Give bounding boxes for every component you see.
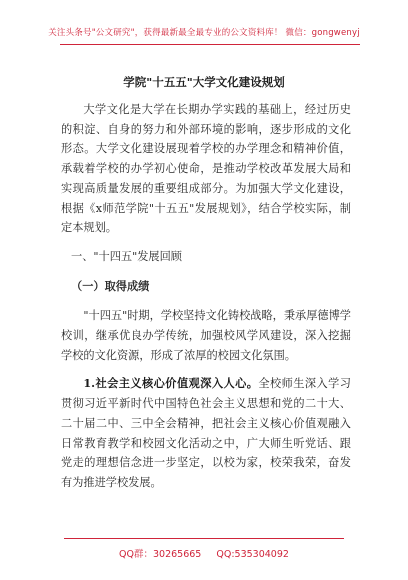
achievement-paragraph: "十四五"时期，学校坚持文化铸校战略，秉承厚德博学校训，继承优良办学传统，加强校风学风建设，深入挖掘学校的文化资源，形成了浓厚的校园文化氛围。 [61,309,351,362]
header-divider [60,44,360,45]
footer-divider [64,538,344,539]
point-lead: 1.社会主义核心价值观深入人心。 [83,376,259,391]
header-notice: 关注头条号"公文研究"，获得最新最全最专业的公文资料库！ 微信：gongwenyj [48,28,360,38]
point-text: 全校师生深入学习贯彻习近平新时代中国特色社会主义思想和党的二十大、二十届二中、三中全会精神，把社会主义核心价值观融入日常教育教学和校园文化活动之中，广大师生听党话、跟党走的理想信念进一步坚定，以校为家，校荣我荣，奋发有为推进学校发展。 [61,377,351,489]
point-paragraph [61,374,351,492]
subsection-heading: （一）取得成绩 [71,278,150,293]
intro-paragraph: 大学文化是大学在长期办学实践的基础上，经过历史的积淀、自身的努力和外部环境的影响，逐步形成的文化形态。大学文化建设展现着学校的办学理念和精神价值，承载着学校的办学初心使命，是推动学校改革发展大局和实现高质量发展的重要组成部分。为加强大学文化建设，根据《x师范学院"十五五"发展规划》，结合学校实际，制定本规划。 [61,103,351,235]
footer-qq-group: QQ群：30265665 [119,549,202,560]
footer-qq: QQ:535304092 [216,549,289,560]
section-heading: 一、"十四五"发展回顾 [71,249,182,263]
footer-contact [0,546,408,560]
document-body [61,100,351,493]
document-title: 学院"十五五"大学文化建设规划 [123,75,285,89]
